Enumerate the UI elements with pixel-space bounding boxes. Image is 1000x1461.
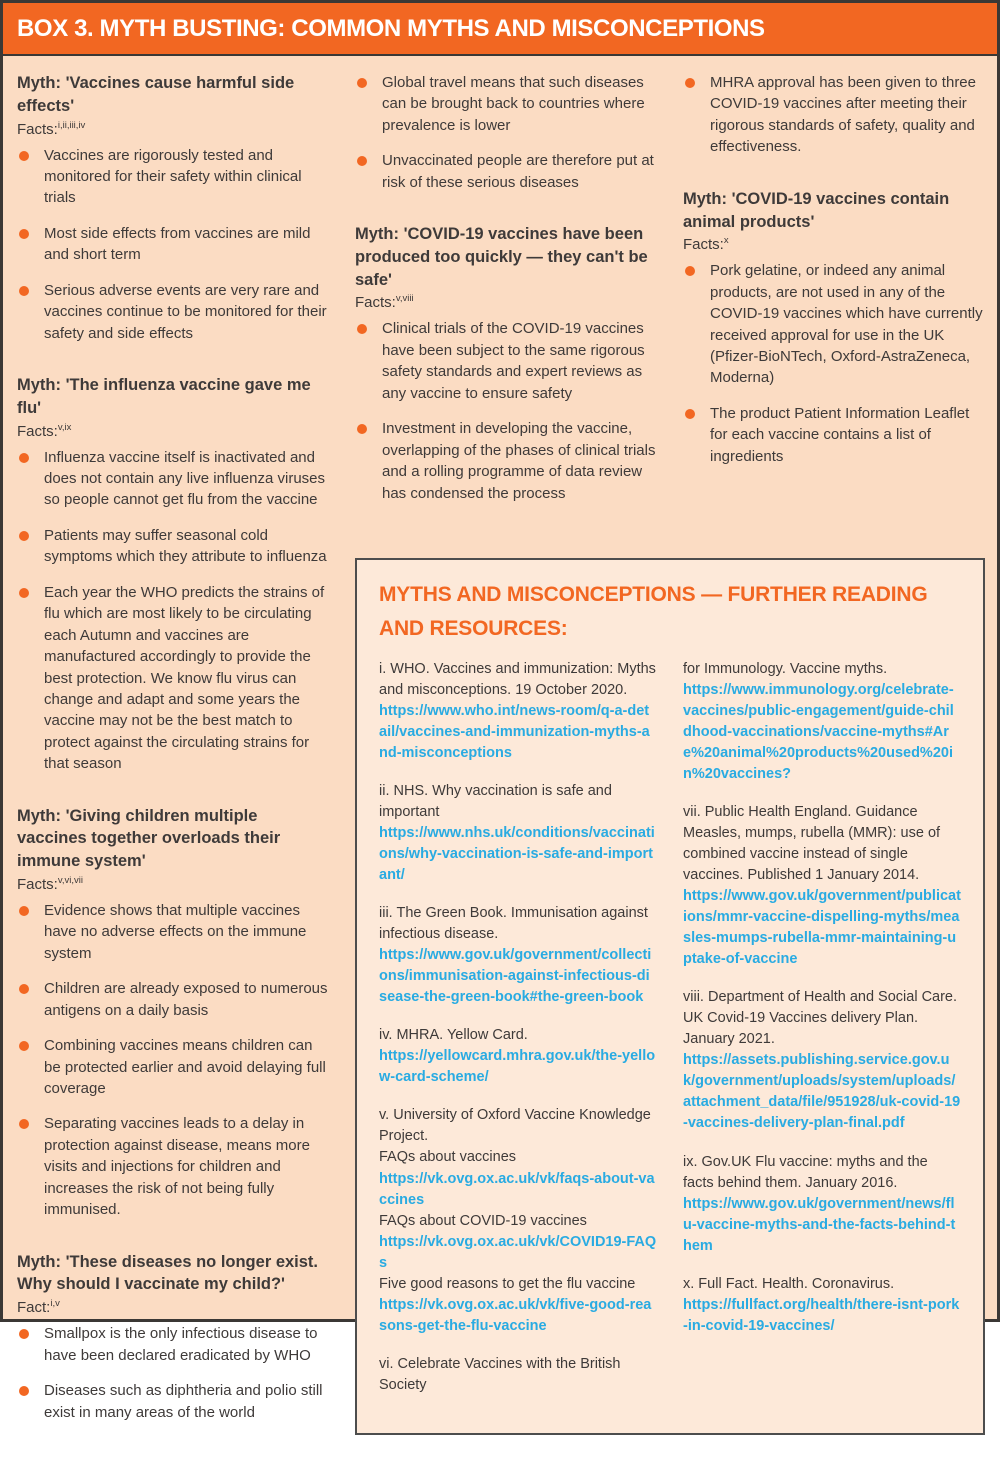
bullet-text: Clinical trials of the COVID-19 vaccines have been subject to the same rigorous safety standards and expert reviews as any vaccine to ensure safety — [382, 320, 645, 402]
bullet-text: Global travel means that such diseases can be brought back to countries where prevalence is lower — [382, 74, 645, 134]
facts-reference-numerals: v,ix — [57, 421, 72, 433]
reference-text: viii. Department of Health and Social Care. UK Covid-19 Vaccines delivery Plan. January 2021. — [683, 989, 958, 1048]
bullet-icon — [19, 531, 29, 541]
bullet-item — [683, 260, 985, 389]
right-area — [355, 72, 985, 1461]
header-bar — [3, 3, 997, 56]
reference-link[interactable]: https://www.immunology.org/celebrate-vaccines/public-engagement/guide-childhood-vaccinations/vaccine-myths#Are%20animal%20products%20used%20in%20vaccines? — [683, 682, 954, 783]
reference-text: vii. Public Health England. Guidance Measles, mumps, rubella (MMR): use of combined vaccine instead of single vaccines. Published 1 January 2014. — [683, 804, 941, 884]
reference-text: i. WHO. Vaccines and immunization: Myths and misconceptions. 19 October 2020. — [379, 661, 656, 699]
reference-text: ix. Gov.UK Flu vaccine: myths and the facts behind them. January 2016. — [683, 1153, 928, 1191]
reference-entry — [683, 802, 961, 970]
bullet-item — [17, 280, 329, 344]
bullet-text: Diseases such as diphtheria and polio still exist in many areas of the world — [44, 1382, 323, 1421]
myth-section — [355, 72, 657, 193]
reference-link[interactable]: https://vk.ovg.ox.ac.uk/vk/COVID19-FAQs — [379, 1233, 657, 1271]
myth-section — [17, 805, 329, 1221]
bullet-list — [17, 145, 329, 345]
myth-section — [17, 374, 329, 775]
bullet-item — [17, 1113, 329, 1220]
reference-link[interactable]: https://www.gov.uk/government/news/flu-vaccine-myths-and-the-facts-behind-them — [683, 1195, 956, 1254]
reference-link[interactable]: https://assets.publishing.service.gov.uk/government/uploads/system/uploads/attachment_data/file/951928/uk-covid-19-vaccines-delivery-plan-final.pdf — [683, 1052, 961, 1132]
reference-entry — [379, 781, 657, 886]
bullet-text: Combining vaccines means children can be protected earlier and avoid delaying full coverage — [44, 1037, 326, 1098]
myth-heading: Myth: 'COVID-19 vaccines contain animal products' — [683, 189, 950, 231]
bullet-list — [17, 900, 329, 1221]
bullet-text: Each year the WHO predicts the strains of flu which are most likely to be circulating each Autumn and vaccines are manufactured accordingly to provide the best protection. We know flu virus can change and adapt and some years the vaccine may not be the best match to protect against the circulating strains for that season — [44, 583, 325, 773]
bullet-icon — [19, 286, 29, 296]
further-reading-box — [355, 558, 985, 1435]
bullet-icon — [685, 266, 695, 276]
myth-heading: Myth: 'Vaccines cause harmful side effects' — [17, 74, 295, 115]
bullet-text: The product Patient Information Leaflet for each vaccine contains a list of ingredients — [710, 404, 970, 465]
reference-text: ii. NHS. Why vaccination is safe and important — [379, 783, 612, 821]
reference-link[interactable]: https://fullfact.org/health/there-isnt-pork-in-covid-19-vaccines/ — [683, 1296, 960, 1334]
myth-heading: Myth: 'Giving children multiple vaccines together overloads their immune system' — [17, 806, 281, 871]
facts-label: Facts:$^{v,ix}$ — [17, 421, 72, 440]
reference-entry — [379, 1025, 657, 1088]
bullet-text: Serious adverse events are very rare and vaccines continue to be monitored for their safety and side effects — [44, 281, 327, 342]
bullet-item — [355, 418, 657, 504]
reference-entry — [683, 987, 961, 1134]
bullet-item — [17, 1380, 329, 1423]
bullet-text: Evidence shows that multiple vaccines have no adverse effects on the immune system — [44, 901, 307, 962]
reference-entry — [379, 1105, 657, 1336]
bullet-text: Investment in developing the vaccine, overlapping of the phases of clinical trials and a rolling programme of data review has condensed the process — [382, 420, 656, 502]
bullet-text: Influenza vaccine itself is inactivated and does not contain any live influenza viruses so people cannot get flu from the vaccine — [44, 448, 326, 509]
bullet-text: MHRA approval has been given to three COVID-19 vaccines after meeting their rigorous standards of safety, quality and effectiveness. — [710, 74, 976, 156]
bullet-icon — [357, 324, 367, 334]
reference-text: x. Full Fact. Health. Coronavirus. — [683, 1275, 895, 1292]
reference-text: iii. The Green Book. Immunisation against infectious disease. — [379, 905, 648, 943]
reference-entry — [379, 659, 657, 764]
bullet-list — [683, 260, 985, 467]
page-title: BOX 3. MYTH BUSTING: COMMON MYTHS AND MISCONCEPTIONS — [17, 14, 765, 42]
facts-label: Facts:$^x$ — [683, 235, 729, 254]
myth-column-1 — [17, 72, 329, 1461]
myth-section — [355, 223, 657, 504]
bullet-item — [17, 978, 329, 1021]
myth-section — [17, 1251, 329, 1423]
bullet-text: Most side effects from vaccines are mild and short term — [44, 224, 311, 264]
reference-column-1 — [379, 659, 657, 1412]
reference-text: FAQs about vaccines — [379, 1149, 517, 1166]
bullet-item — [17, 145, 329, 209]
bullet-item — [355, 72, 657, 136]
bullet-item — [355, 318, 657, 404]
bullet-icon — [19, 588, 29, 598]
bullet-list — [355, 318, 657, 504]
myth-heading: Myth: 'COVID-19 vaccines have been produced too quickly — they can't be safe' — [355, 225, 648, 289]
reference-entry — [683, 659, 961, 785]
bullet-item — [17, 1035, 329, 1099]
facts-reference-numerals: i,v — [50, 1298, 60, 1310]
bullet-text: Separating vaccines leads to a delay in protection against disease, means more visits and injections for children and increases the risk of not being fully immunised. — [44, 1115, 310, 1219]
reference-text: for Immunology. Vaccine myths. — [683, 661, 888, 678]
bullet-icon — [19, 229, 29, 239]
bullet-item — [17, 582, 329, 775]
further-reading-title: MYTHS AND MISCONCEPTIONS — FURTHER READING AND RESOURCES: — [379, 582, 928, 640]
bullet-icon — [19, 1329, 29, 1339]
reference-link[interactable]: https://www.gov.uk/government/collections/immunisation-against-infectious-disease-the-green-book#the-green-book — [379, 947, 652, 1006]
bullet-text: Vaccines are rigorously tested and monitored for their safety within clinical trials — [44, 146, 302, 207]
facts-reference-numerals: v,vi,vii — [57, 874, 83, 886]
reference-link[interactable]: https://yellowcard.mhra.gov.uk/the-yellow-card-scheme/ — [379, 1048, 656, 1086]
bullet-list — [17, 1323, 329, 1423]
bullet-text: Patients may suffer seasonal cold symptoms which they attribute to influenza — [44, 526, 327, 566]
bullet-icon — [19, 1041, 29, 1051]
bullet-icon — [357, 156, 367, 166]
facts-reference-numerals: i,ii,iii,iv — [57, 119, 86, 131]
bullet-item — [683, 72, 985, 158]
bullet-item — [17, 447, 329, 511]
reference-text: iv. MHRA. Yellow Card. — [379, 1027, 528, 1044]
bullet-icon — [19, 1119, 29, 1129]
bullet-icon — [685, 78, 695, 88]
reference-text: Five good reasons to get the flu vaccine — [379, 1275, 636, 1292]
reference-link[interactable]: https://vk.ovg.ox.ac.uk/vk/five-good-reasons-get-the-flu-vaccine — [379, 1296, 652, 1334]
myth-column-3 — [683, 72, 985, 534]
bullet-text: Smallpox is the only infectious disease to have been declared eradicated by WHO — [44, 1325, 318, 1364]
reference-entry — [683, 1152, 961, 1257]
facts-label: Facts:$^{v,viii}$ — [355, 293, 414, 312]
content-area — [3, 56, 997, 1461]
facts-label: Fact:$^{i,v}$ — [17, 1298, 60, 1317]
bullet-icon — [19, 453, 29, 463]
bullet-text: Pork gelatine, or indeed any animal products, are not used in any of the COVID-19 vaccines which have currently received approval for use in the UK (Pfizer-BioNTech, Oxford-AstraZeneca, Moderna) — [710, 262, 983, 387]
bullet-icon — [19, 151, 29, 161]
bullet-item — [17, 1323, 329, 1366]
myth-section — [683, 188, 985, 467]
bullet-icon — [357, 78, 367, 88]
facts-reference-numerals: x — [723, 235, 729, 247]
bullet-item — [355, 150, 657, 193]
bullet-list — [17, 447, 329, 775]
myth-section — [17, 72, 329, 344]
reference-link[interactable]: https://vk.ovg.ox.ac.uk/vk/faqs-about-vaccines — [379, 1170, 655, 1208]
reference-link[interactable]: https://www.gov.uk/government/publications/mmr-vaccine-dispelling-myths/measles-mumps-rubella-mmr-maintaining-uptake-of-vaccine — [683, 888, 961, 968]
bullet-text: Children are already exposed to numerous antigens on a daily basis — [44, 980, 328, 1019]
reference-column-2 — [683, 659, 961, 1412]
reference-entry — [379, 1354, 657, 1396]
bullet-icon — [685, 409, 695, 419]
bullet-item — [17, 900, 329, 964]
reference-link[interactable]: https://www.who.int/news-room/q-a-detail/vaccines-and-immunization-myths-and-misconceptions — [379, 703, 650, 762]
reference-link[interactable]: https://www.nhs.uk/conditions/vaccinations/why-vaccination-is-safe-and-important/ — [379, 825, 655, 884]
reference-text: vi. Celebrate Vaccines with the British Society — [379, 1355, 621, 1393]
facts-label: Facts:$^{i,ii,iii,iv}$ — [17, 119, 86, 138]
myth-heading: Myth: 'The influenza vaccine gave me flu' — [17, 376, 311, 417]
bullet-icon — [19, 984, 29, 994]
myth-heading: Myth: 'These diseases no longer exist. Why should I vaccinate my child?' — [17, 1252, 319, 1294]
facts-label: Facts:$^{v,vi,vii}$ — [17, 874, 83, 893]
facts-reference-numerals: v,viii — [395, 293, 414, 305]
reference-columns — [379, 659, 961, 1412]
reference-text: FAQs about COVID-19 vaccines — [379, 1212, 587, 1229]
top-row — [355, 72, 985, 534]
bullet-list — [355, 72, 657, 193]
reference-entry — [683, 1274, 961, 1337]
bullet-list — [683, 72, 985, 158]
reference-text: v. University of Oxford Vaccine Knowledge Project. — [379, 1107, 651, 1145]
bullet-item — [17, 223, 329, 266]
myth-section — [683, 72, 985, 158]
myth-column-2 — [355, 72, 657, 534]
bullet-icon — [357, 424, 367, 434]
bullet-icon — [19, 906, 29, 916]
bullet-item — [17, 525, 329, 568]
bullet-text: Unvaccinated people are therefore put at risk of these serious diseases — [382, 152, 654, 191]
bullet-item — [683, 403, 985, 467]
bullet-icon — [19, 1386, 29, 1396]
reference-entry — [379, 903, 657, 1008]
